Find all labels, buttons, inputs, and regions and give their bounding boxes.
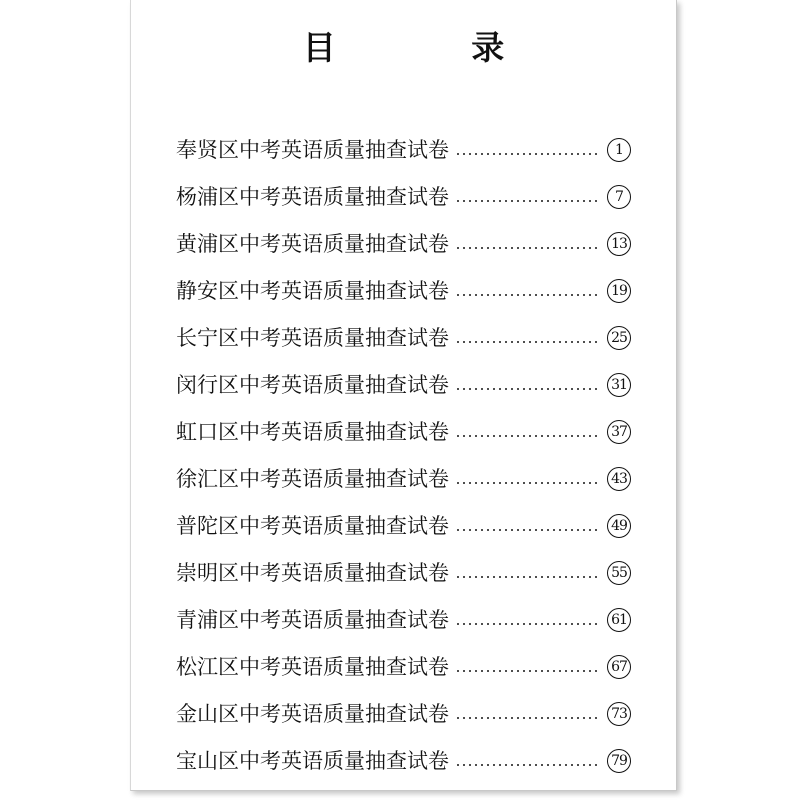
toc-entry — [176, 173, 631, 220]
toc-entry-title: 长宁区中考英语质量抽查试卷 — [176, 325, 449, 350]
toc-entry — [176, 596, 631, 643]
toc-entry-title: 普陀区中考英语质量抽查试卷 — [176, 513, 449, 538]
dot-leader — [455, 717, 599, 719]
toc-page-number: 73 — [607, 702, 631, 726]
toc-page-number: 49 — [607, 514, 631, 538]
toc-entry — [176, 126, 631, 173]
toc-page-number: 19 — [607, 279, 631, 303]
dot-leader — [455, 482, 599, 484]
document-page — [130, 0, 677, 791]
toc-entry — [176, 408, 631, 455]
dot-leader — [455, 576, 599, 578]
toc-entry — [176, 361, 631, 408]
toc-entry-title: 青浦区中考英语质量抽查试卷 — [176, 607, 449, 632]
toc-entry-title: 黄浦区中考英语质量抽查试卷 — [176, 231, 449, 256]
toc-page-number: 67 — [607, 655, 631, 679]
toc-entry — [176, 220, 631, 267]
dot-leader — [455, 764, 599, 766]
dot-leader — [455, 670, 599, 672]
dot-leader — [455, 294, 599, 296]
dot-leader — [455, 435, 599, 437]
toc-entry-title: 闵行区中考英语质量抽查试卷 — [176, 372, 449, 397]
toc-entry — [176, 737, 631, 784]
page-title: 目 录 — [302, 28, 567, 67]
dot-leader — [455, 388, 599, 390]
toc-entry-title: 静安区中考英语质量抽查试卷 — [176, 278, 449, 303]
toc-page-number: 31 — [607, 373, 631, 397]
toc-page-number: 1 — [607, 138, 631, 162]
dot-leader — [455, 200, 599, 202]
dot-leader — [455, 623, 599, 625]
dot-leader — [455, 341, 599, 343]
toc-entry — [176, 455, 631, 502]
toc-entry — [176, 314, 631, 361]
toc-entry-title: 奉贤区中考英语质量抽查试卷 — [176, 137, 449, 162]
toc-entry-title: 松江区中考英语质量抽查试卷 — [176, 654, 449, 679]
toc-page-number: 61 — [607, 608, 631, 632]
toc-entry — [176, 690, 631, 737]
toc-entry-title: 金山区中考英语质量抽查试卷 — [176, 701, 449, 726]
dot-leader — [455, 247, 599, 249]
toc-entry-title: 宝山区中考英语质量抽查试卷 — [176, 748, 449, 773]
toc-page-number: 79 — [607, 749, 631, 773]
table-of-contents — [176, 126, 631, 784]
toc-entry — [176, 502, 631, 549]
toc-page-number: 43 — [607, 467, 631, 491]
toc-entry — [176, 267, 631, 314]
toc-entry-title: 崇明区中考英语质量抽查试卷 — [176, 560, 449, 585]
toc-page-number: 37 — [607, 420, 631, 444]
toc-page-number: 25 — [607, 326, 631, 350]
toc-entry — [176, 549, 631, 596]
dot-leader — [455, 153, 599, 155]
toc-page-number: 7 — [607, 185, 631, 209]
toc-entry — [176, 643, 631, 690]
toc-entry-title: 虹口区中考英语质量抽查试卷 — [176, 419, 449, 444]
dot-leader — [455, 529, 599, 531]
toc-entry-title: 杨浦区中考英语质量抽查试卷 — [176, 184, 449, 209]
toc-page-number: 13 — [607, 232, 631, 256]
toc-entry-title: 徐汇区中考英语质量抽查试卷 — [176, 466, 449, 491]
toc-page-number: 55 — [607, 561, 631, 585]
